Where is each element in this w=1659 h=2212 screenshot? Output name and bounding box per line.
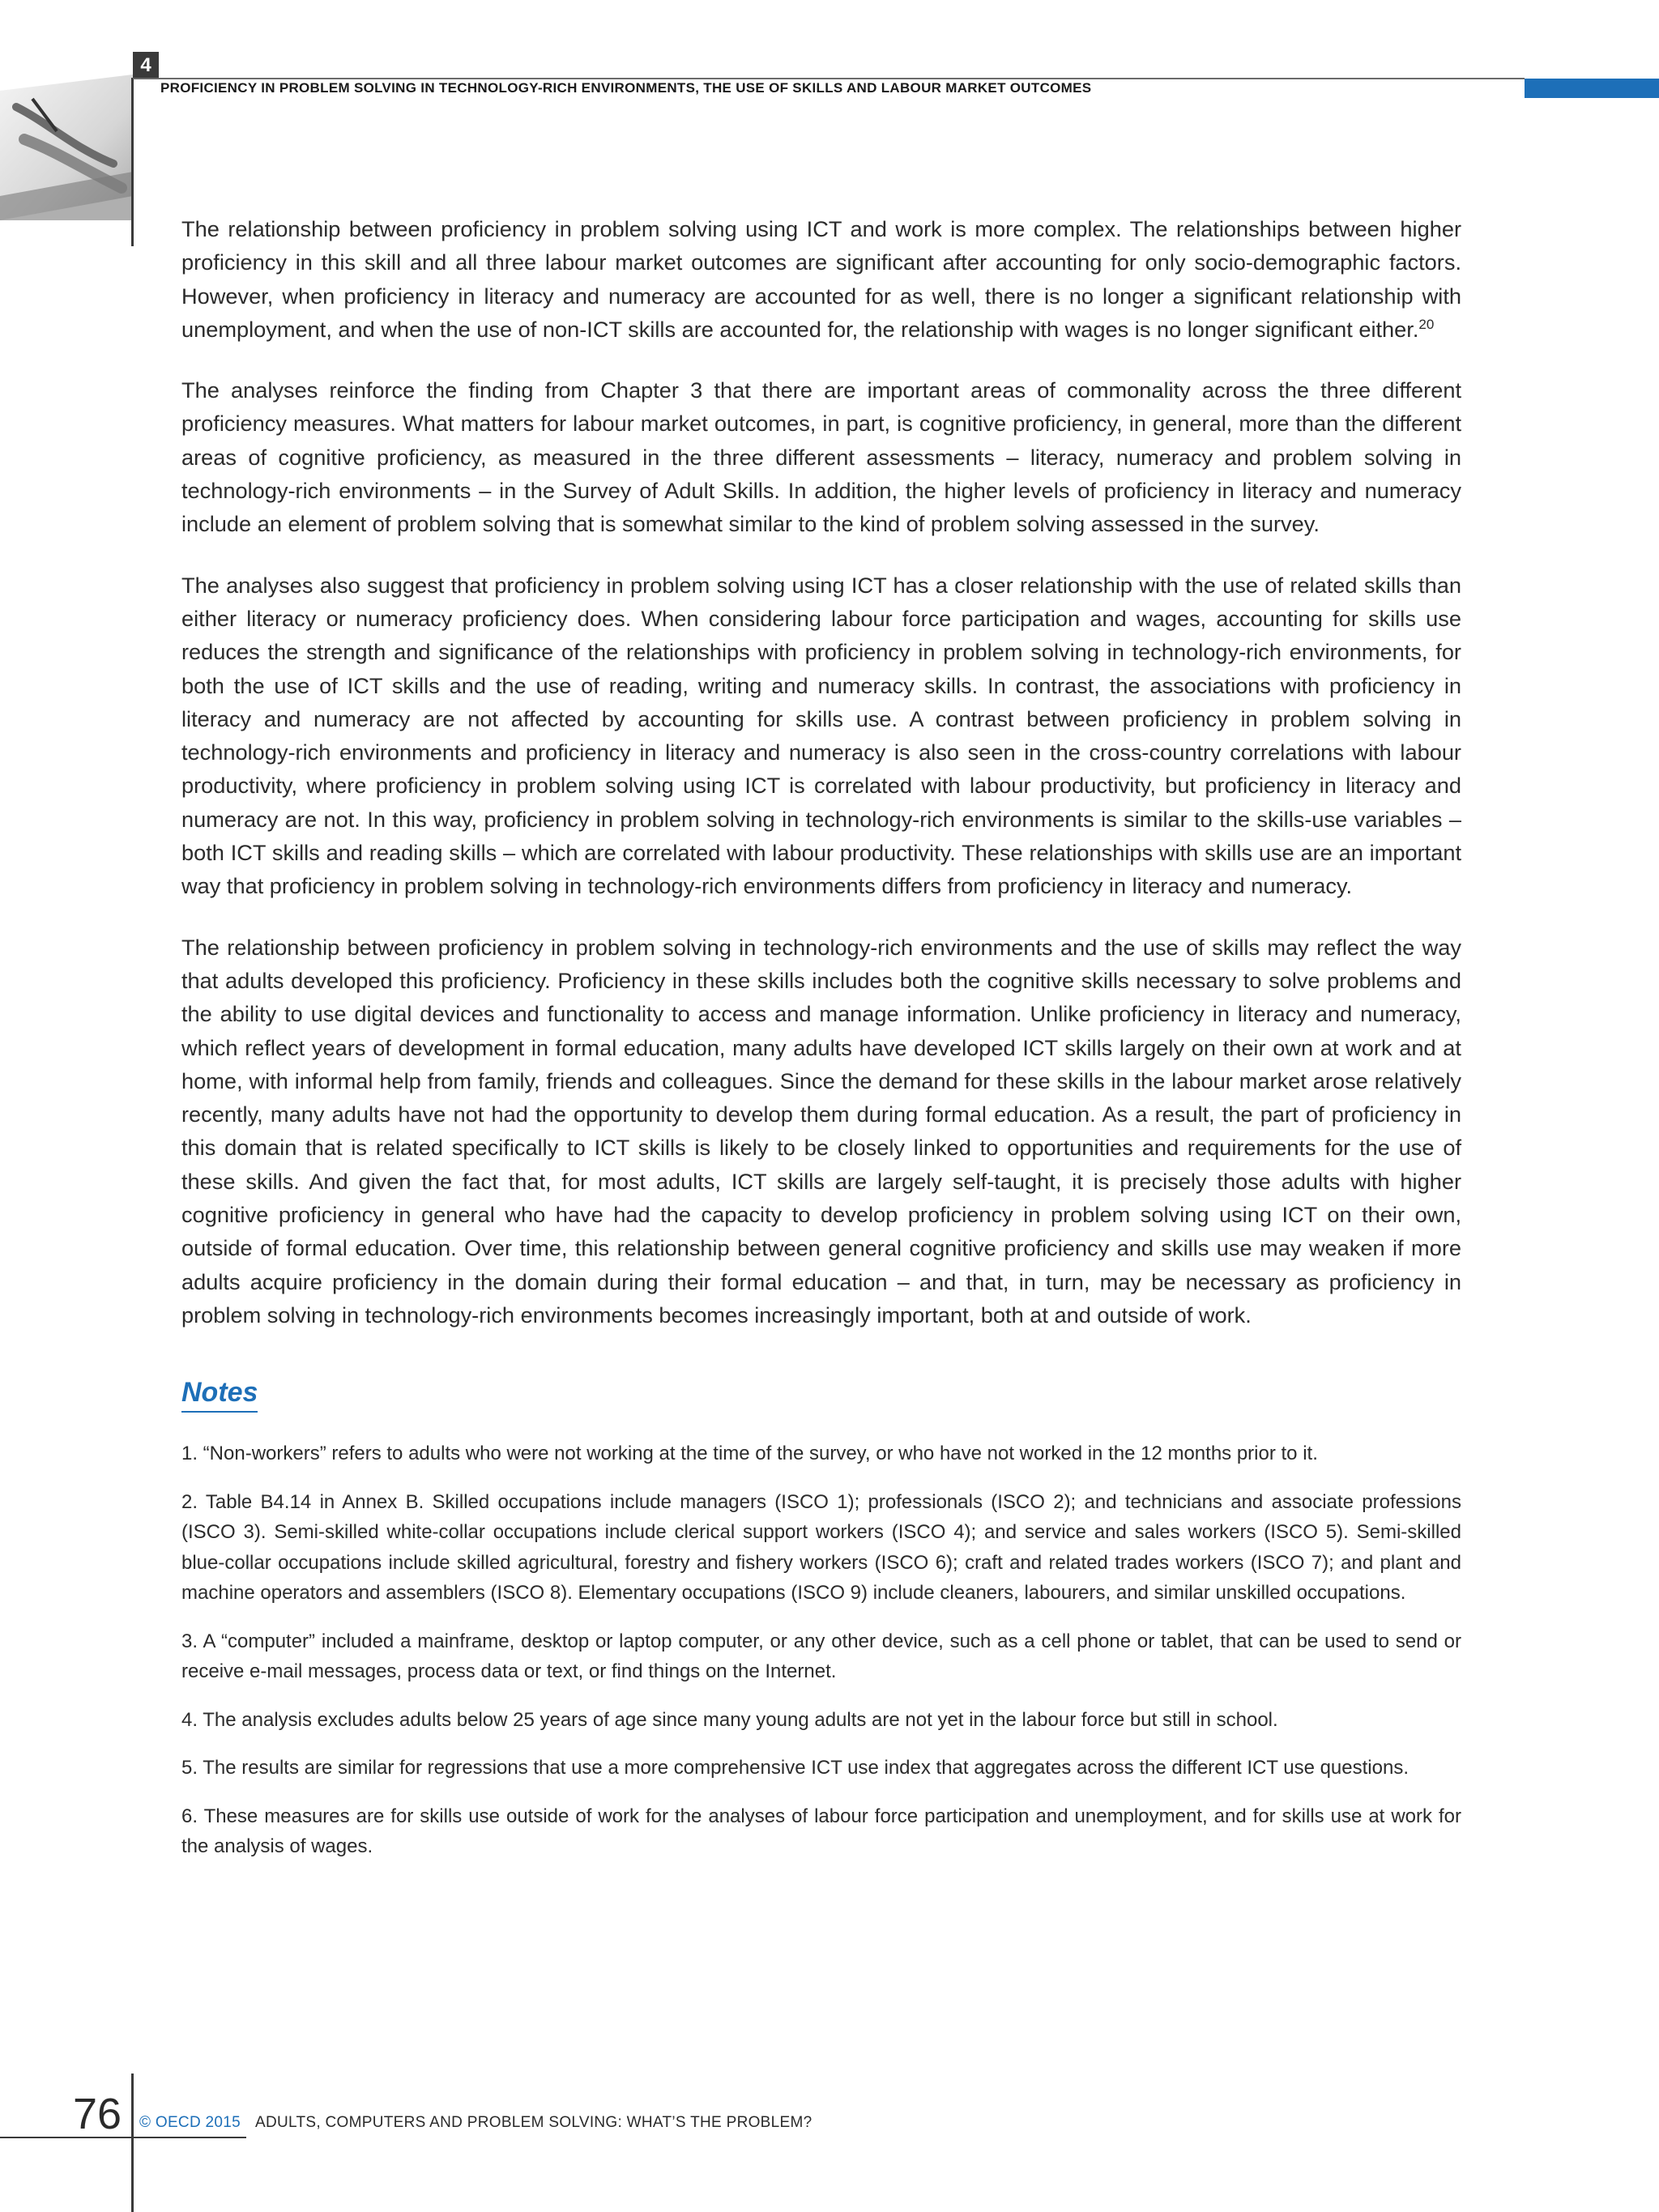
body-paragraph-2: The analyses reinforce the finding from Chapter 3 that there are important areas of commonality across the three different proficiency measures. What matters for labour market outcomes, in part, is cognitive proficiency, in general, more than the different areas of cognitive proficiency, as measured in the three different assessments – literacy, numeracy and problem solving in technology-rich environments – in the Survey of Adult Skills. In addition, the higher levels of proficiency in literacy and numeracy include an element of problem solving that is somewhat similar to the kind of problem solving assessed in the survey. [181,377,1461,537]
body-paragraph-4: The relationship between proficiency in problem solving in technology-rich environments and the use of skills may reflect the way that adults developed this proficiency. Proficiency in these skills includes both the cognitive skills necessary to solve problems and the ability to use digital devices and functionality to access and manage information. Unlike proficiency in literacy and numeracy, which reflect years of development in formal education, many adults have developed ICT skills largely on their own at work and at home, with informal help from family, friends and colleagues. Since the demand for these skills in the labour market arose relatively recently, many adults have not had the opportunity to develop them during formal education. As a result, the part of proficiency in this domain that is related specifically to ICT skills is likely to be closely linked to opportunities and requirements for the use of these skills. And given the fact that, for most adults, ICT skills are largely self-taught, it is precisely those adults with higher cognitive proficiency in general who have had the capacity to develop proficiency in problem solving using ICT on their own, outside of formal education. Over time, this relationship between general cognitive proficiency and skills use may weaken if more adults acquire proficiency in the domain during their formal education – and that, in turn, may be necessary as proficiency in problem solving in technology-rich environments becomes increasingly important, both at and outside of work. [181,934,1461,1328]
note-item: 6. These measures are for skills use outside of work for the analyses of labour force participation and unemployment, and for skills use at work for the analysis of wages. [181,1805,1461,1858]
body-paragraph-1 [181,212,1461,346]
note-item: 5. The results are similar for regressions that use a more comprehensive ICT use index that aggregates across the different ICT use questions. [181,1757,1409,1779]
notes-list [181,1438,1461,1862]
body-paragraph-3: The analyses also suggest that proficiency in problem solving using ICT has a closer relationship with the use of related skills than either literacy or numeracy proficiency does. When considering labour force participation and wages, accounting for skills use reduces the strength and significance of the relationships with proficiency in problem solving in technology-rich environments, for both the use of ICT skills and the use of reading, writing and numeracy skills. In contrast, the associations with proficiency in literacy and numeracy are not affected by accounting for skills use. A contrast between proficiency in problem solving in technology-rich environments and proficiency in literacy and numeracy is also seen in the cross-country correlations with labour productivity, where proficiency in problem solving using ICT is correlated with labour productivity, but proficiency in literacy and numeracy are not. In this way, proficiency in problem solving in technology-rich environments is similar to the skills-use variables – both ICT skills and reading skills – which are correlated with labour productivity. These relationships with skills use are an important way that proficiency in problem solving in technology-rich environments differs from proficiency in literacy and numeracy. [181,572,1461,899]
paragraph-text: The relationship between proficiency in problem solving using ICT and work is more complex. The relationships between higher proficiency in this skill and all three labour market outcomes are significant after accounting for only socio-demographic factors. However, when proficiency in literacy and numeracy are accounted for as well, there is no longer a significant relationship with unemployment, and when the use of non-ICT skills are accounted for, the relationship with wages is no longer significant either. [181,216,1461,342]
footnote-ref[interactable]: 20 [1418,316,1435,332]
main-content [181,212,1461,1880]
page-number: 76 [73,2090,122,2138]
note-item: 4. The analysis excludes adults below 25 years of age since many young adults are not yet in the labour force but still in school. [181,1708,1278,1731]
footer-text [139,2114,812,2132]
footer-vertical-rule [131,2073,134,2212]
running-title: PROFICIENCY IN PROBLEM SOLVING IN TECHNOLOGY-RICH ENVIRONMENTS, THE USE OF SKILLS AND LABOUR MARKET OUTCOMES [160,80,1092,96]
note-item: 3. A “computer” included a mainframe, desktop or laptop computer, or any other device, such as a cell phone or tablet, that can be used to send or receive e-mail messages, process data or text, or find things on the Internet. [181,1630,1461,1683]
footer-rule [0,2137,246,2138]
header-photo [0,75,133,220]
note-item: 1. “Non-workers” refers to adults who were not working at the time of the survey, or who have not worked in the 12 months prior to it. [181,1443,1318,1465]
book-title: ADULTS, COMPUTERS AND PROBLEM SOLVING: WHAT’S THE PROBLEM? [255,2114,812,2131]
header-vertical-rule [131,78,134,246]
copyright: © OECD 2015 [139,2114,241,2131]
chapter-number: 4 [133,52,159,79]
note-item: 2. Table B4.14 in Annex B. Skilled occupations include managers (ISCO 1); professionals (ISCO 2); and technicians and associate professions (ISCO 3). Semi-skilled white-collar occupations include clerical support workers (ISCO 4); and service and sales workers (ISCO 5). Semi-skilled blue-collar occupations include skilled agricultural, forestry and fishery workers (ISCO 6); craft and related trades workers (ISCO 7); and plant and machine operators and assemblers (ISCO 8). Elementary occupations (ISCO 9) include cleaners, labourers, and similar unskilled occupations. [181,1490,1461,1605]
notes-heading: Notes [181,1375,258,1413]
header-rule [133,78,1525,79]
header-accent-bar [1525,79,1659,98]
